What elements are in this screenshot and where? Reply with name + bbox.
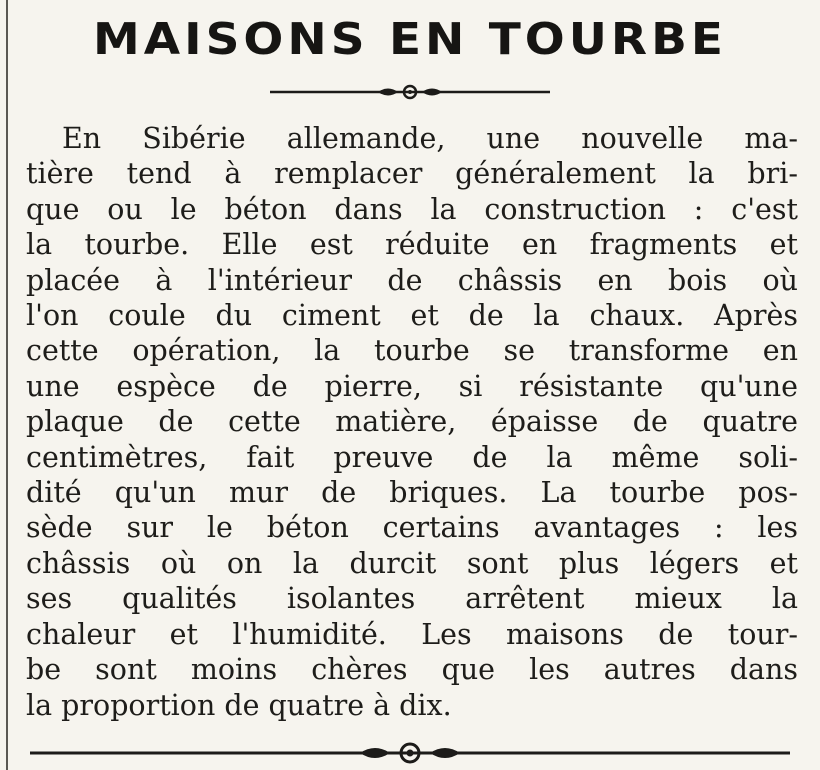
- text-line: ses qualités isolantes arrêtent mieux la: [26, 582, 798, 616]
- text-line: sède sur le béton certains avantages : les: [26, 511, 798, 545]
- text-line: une espèce de pierre, si résistante qu'une: [26, 369, 798, 403]
- text-line: centimètres, fait preuve de la même soli-: [26, 440, 798, 474]
- text-line: dité qu'un mur de briques. La tourbe pos-: [26, 476, 798, 510]
- text-line: châssis où on la durcit sont plus légers et: [26, 546, 798, 580]
- text-line: plaque de cette matière, épaisse de quatre: [26, 405, 798, 439]
- article-body: [26, 121, 798, 723]
- text-line: que ou le béton dans la construction : c'est: [26, 192, 798, 226]
- text-line: cette opération, la tourbe se transforme en: [26, 334, 798, 368]
- text-line: l'on coule du ciment et de la chaux. Après: [26, 299, 798, 333]
- text-line: tière tend à remplacer généralement la bri-: [26, 157, 798, 191]
- article-title: MAISONS EN TOURBE: [92, 14, 728, 65]
- column-rule: [6, 0, 8, 770]
- text-line: la tourbe. Elle est réduite en fragments et: [26, 228, 798, 262]
- text-line: placée à l'intérieur de châssis en bois où: [26, 263, 798, 297]
- text-line: be sont moins chères que les autres dans: [26, 653, 798, 687]
- title-divider-ornament: [270, 82, 550, 102]
- text-line: En Sibérie allemande, une nouvelle ma-: [62, 122, 798, 155]
- end-divider-ornament: [30, 740, 790, 766]
- text-line: chaleur et l'humidité. Les maisons de tour-: [26, 617, 798, 651]
- text-line: la proportion de quatre à dix.: [26, 688, 452, 722]
